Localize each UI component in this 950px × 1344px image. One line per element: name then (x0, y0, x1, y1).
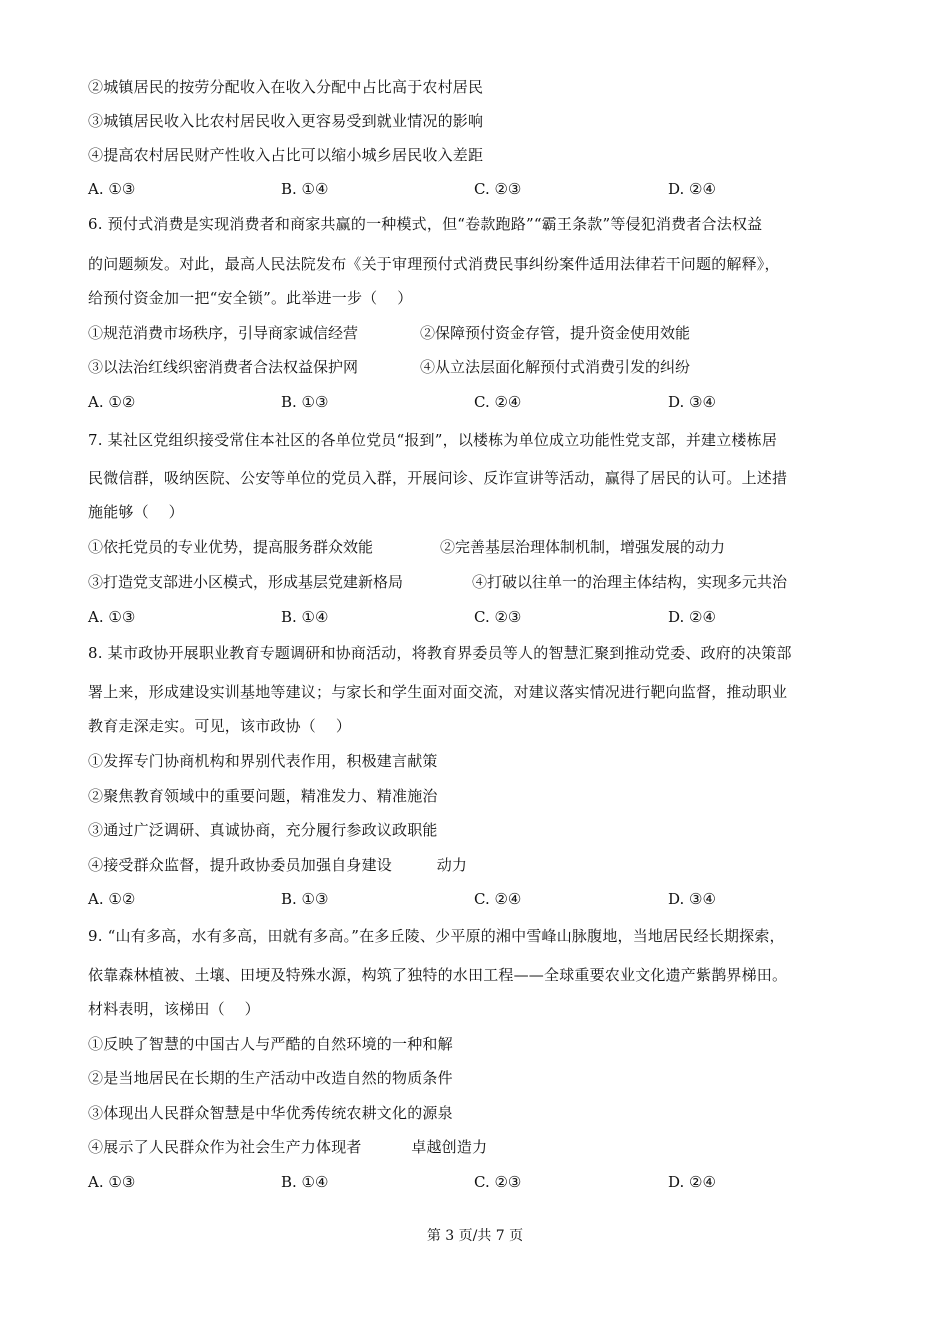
q5-option-a[interactable]: A. ①③ (88, 180, 136, 198)
q7-stem-line-3: 施能够（ ） (88, 503, 184, 521)
q9-option-d[interactable]: D. ②④ (668, 1173, 716, 1191)
q9-item-4: ④展示了人民群众作为社会生产力体现者 卓越创造力 (88, 1138, 488, 1156)
q6-options (88, 392, 888, 412)
q9-stem-line-3: 材料表明，该梯田（ ） (88, 1000, 260, 1018)
q5-item-4: ④提高农村居民财产性收入占比可以缩小城乡居民收入差距 (88, 146, 484, 164)
q9-options (88, 1172, 888, 1192)
q8-options (88, 889, 888, 909)
q7-item-3: ③打造党支部进小区模式，形成基层党建新格局 (88, 573, 404, 591)
q7-option-b[interactable]: B. ①④ (281, 608, 329, 626)
q8-item-2: ②聚焦教育领域中的重要问题，精准发力、精准施治 (88, 787, 438, 805)
q9-option-b[interactable]: B. ①④ (281, 1173, 329, 1191)
q6-option-a[interactable]: A. ①② (88, 393, 136, 411)
q9-item-3: ③体现出人民群众智慧是中华优秀传统农耕文化的源泉 (88, 1104, 453, 1122)
q7-option-c[interactable]: C. ②③ (474, 608, 522, 626)
q8-item-4: ④接受群众监督，提升政协委员加强自身建设 动力 (88, 856, 468, 874)
q8-item-1: ①发挥专门协商机构和界别代表作用，积极建言献策 (88, 752, 438, 770)
q7-stem-line-1: 7. 某社区党组织接受常住本社区的各单位党员“报到”，以楼栋为单位成立功能性党支部，并建立楼栋居 (88, 431, 778, 449)
q7-option-d[interactable]: D. ②④ (668, 608, 716, 626)
q6-option-c[interactable]: C. ②④ (474, 393, 522, 411)
q6-item-1: ①规范消费市场秩序，引导商家诚信经营 (88, 324, 359, 342)
q9-stem-line-2: 依靠森林植被、土壤、田埂及特殊水源，构筑了独特的水田工程——全球重要农业文化遗产紫鹊界梯田。 (88, 966, 788, 984)
q9-option-c[interactable]: C. ②③ (474, 1173, 522, 1191)
q9-item-2: ②是当地居民在长期的生产活动中改造自然的物质条件 (88, 1069, 453, 1087)
q5-item-2: ②城镇居民的按劳分配收入在收入分配中占比高于农村居民 (88, 78, 484, 96)
q8-option-c[interactable]: C. ②④ (474, 890, 522, 908)
q6-stem-line-3: 给预付资金加一把“安全锁”。此举进一步（ ） (88, 289, 413, 307)
q8-option-a[interactable]: A. ①② (88, 890, 136, 908)
q6-option-b[interactable]: B. ①③ (281, 393, 329, 411)
page-number: 第 3 页/共 7 页 (426, 1228, 524, 1244)
q6-option-d[interactable]: D. ③④ (668, 393, 716, 411)
q5-option-b[interactable]: B. ①④ (281, 180, 329, 198)
q6-item-4: ④从立法层面化解预付式消费引发的纠纷 (420, 358, 691, 376)
q7-item-4: ④打破以往单一的治理主体结构，实现多元共治 (472, 573, 788, 591)
q7-item-2: ②完善基层治理体制机制，增强发展的动力 (440, 538, 726, 556)
q5-options (88, 179, 888, 199)
q5-option-d[interactable]: D. ②④ (668, 180, 716, 198)
q6-stem-line-1: 6. 预付式消费是实现消费者和商家共赢的一种模式，但“卷款跑路”“霸王条款”等侵犯消费者合法权益 (88, 215, 763, 233)
q8-stem-line-1: 8. 某市政协开展职业教育专题调研和协商活动，将教育界委员等人的智慧汇聚到推动党委、政府的决策部 (88, 644, 792, 662)
q6-item-3: ③以法治红线织密消费者合法权益保护网 (88, 358, 359, 376)
q9-option-a[interactable]: A. ①③ (88, 1173, 136, 1191)
q5-item-3: ③城镇居民收入比农村居民收入更容易受到就业情况的影响 (88, 112, 484, 130)
q7-stem-line-2: 民微信群，吸纳医院、公安等单位的党员入群，开展问诊、反诈宣讲等活动，赢得了居民的认可。上述措 (88, 469, 788, 487)
q9-stem-line-1: 9. “山有多高，水有多高，田就有多高。”在多丘陵、少平原的湘中雪峰山脉腹地，当地居民经长期探索， (88, 927, 785, 945)
q8-stem-line-3: 教育走深走实。可见，该市政协（ ） (88, 717, 352, 735)
q8-item-3: ③通过广泛调研、真诚协商，充分履行参政议政职能 (88, 821, 438, 839)
q5-option-c[interactable]: C. ②③ (474, 180, 522, 198)
q8-option-d[interactable]: D. ③④ (668, 890, 716, 908)
q7-item-1: ①依托党员的专业优势，提高服务群众效能 (88, 538, 374, 556)
q7-option-a[interactable]: A. ①③ (88, 608, 136, 626)
q6-stem-line-2: 的问题频发。对此，最高人民法院发布《关于审理预付式消费民事纠纷案件适用法律若干问题的解释》， (88, 255, 780, 273)
q8-stem-line-2: 署上来，形成建设实训基地等建议；与家长和学生面对面交流，对建议落实情况进行靶向监督，推动职业 (88, 683, 788, 701)
q8-option-b[interactable]: B. ①③ (281, 890, 329, 908)
q9-item-1: ①反映了智慧的中国古人与严酷的自然环境的一种和解 (88, 1035, 453, 1053)
q6-item-2: ②保障预付资金存管，提升资金使用效能 (420, 324, 691, 342)
q7-options (88, 607, 888, 627)
